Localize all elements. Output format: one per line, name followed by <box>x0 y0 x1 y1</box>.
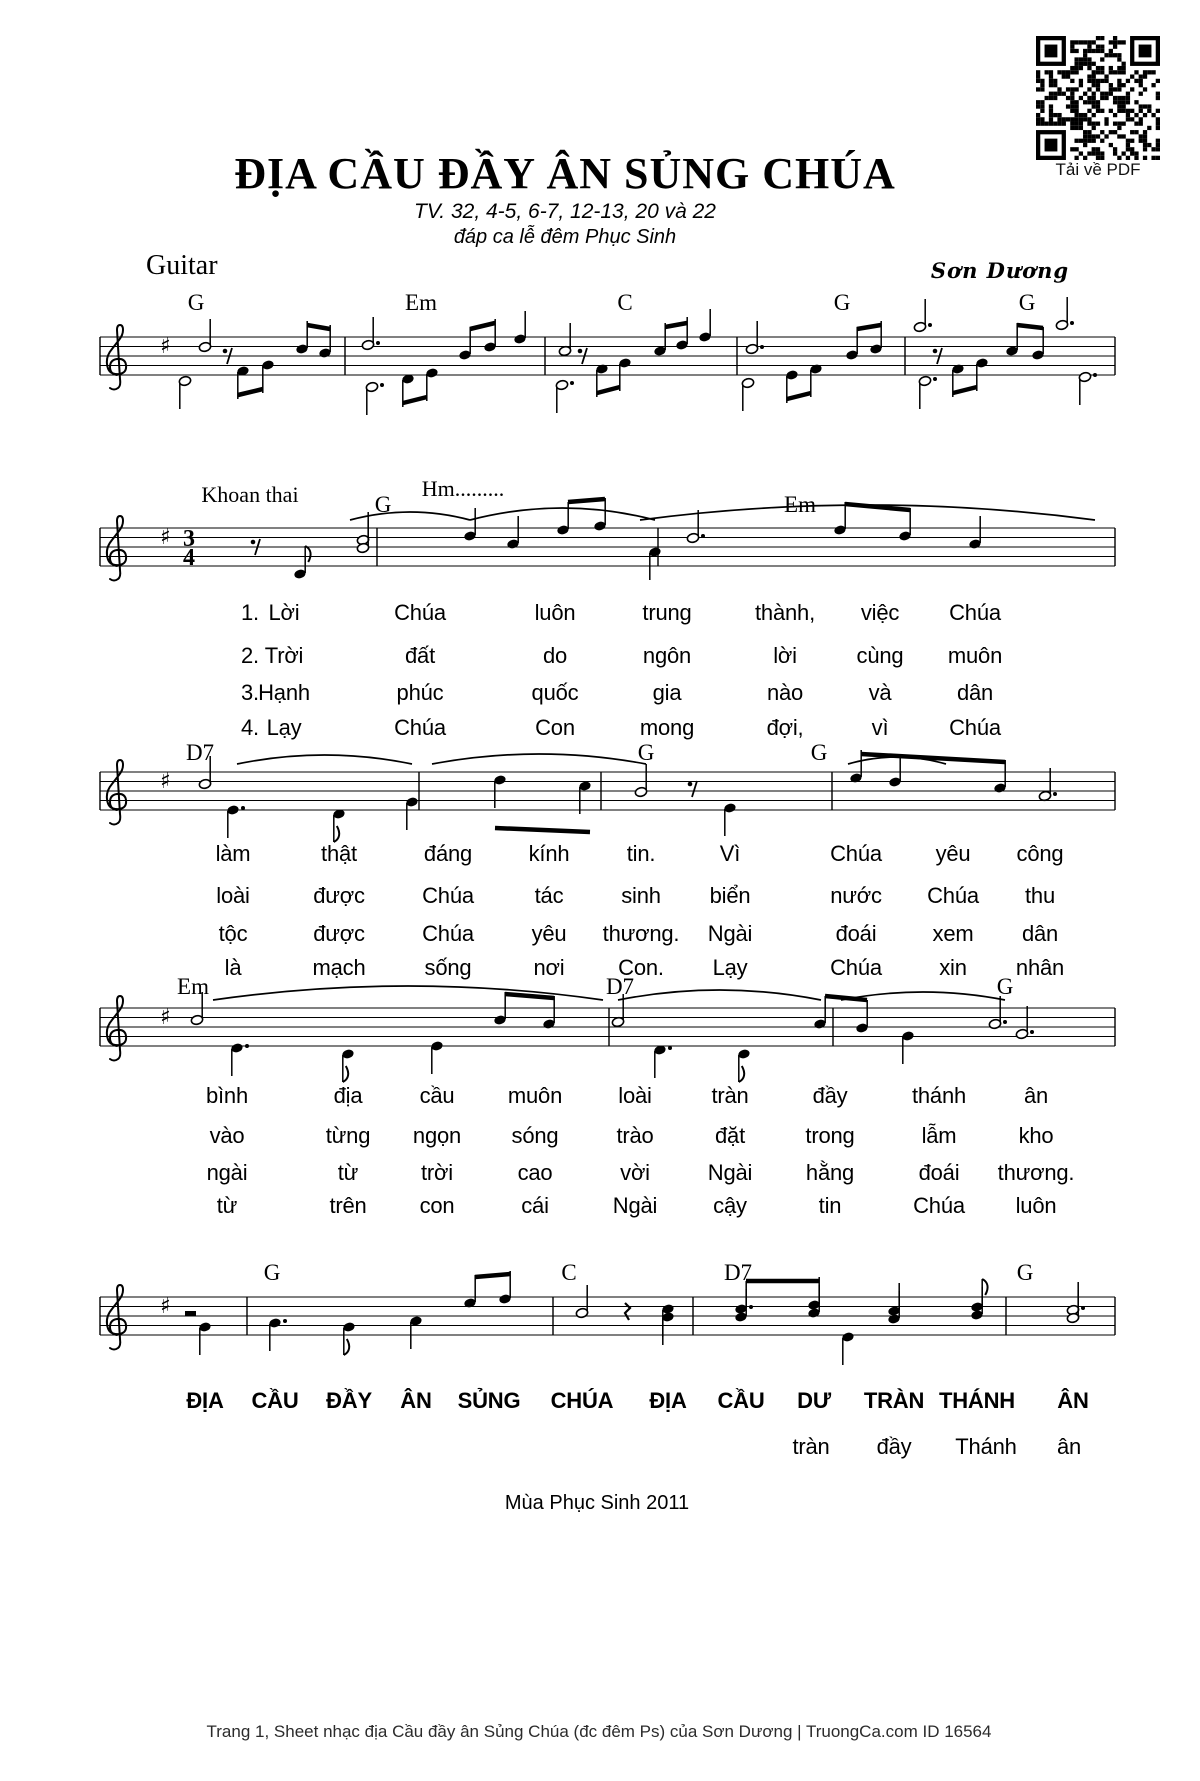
lyric-word: nhân <box>1015 955 1065 980</box>
download-pdf-link[interactable]: Tải về PDF <box>1055 160 1141 179</box>
lyric-word: cầu <box>419 1083 455 1108</box>
lyric-word: Con <box>535 715 575 740</box>
lyric-word: ân <box>1023 1083 1049 1108</box>
chord-label: G <box>263 1260 281 1285</box>
svg-text:♯: ♯ <box>160 1005 171 1030</box>
chord-label: G <box>1016 1260 1034 1285</box>
svg-text:♯: ♯ <box>160 525 171 550</box>
lyric-word: cậy <box>713 1193 747 1218</box>
lyric-word: trung <box>642 600 692 625</box>
lyric-word: việc <box>860 600 900 625</box>
lyric-word: Chúa <box>830 841 882 866</box>
lyric-word: Vì <box>719 841 741 866</box>
lyric-word: tộc <box>218 921 248 946</box>
season-note: Mùa Phục Sinh 2011 <box>504 1492 690 1514</box>
lyric-word: là <box>224 955 242 980</box>
lyric-word: đất <box>405 643 435 668</box>
chord-label: G <box>833 290 851 315</box>
lyric-word: muôn <box>507 1083 563 1108</box>
chord-label: D7 <box>723 1260 753 1285</box>
lyric-word: ân <box>1056 1434 1082 1459</box>
lyric-word: TRÀN <box>863 1388 925 1413</box>
lyric-word: tràn <box>711 1083 749 1108</box>
lyric-word: Ngài <box>707 921 753 946</box>
lyric-word: Chúa <box>927 883 979 908</box>
lyric-word: vời <box>620 1160 650 1185</box>
lyric-word: Chúa <box>394 715 446 740</box>
lyric-word: gia <box>652 680 682 705</box>
lyric-word: 1. <box>241 600 259 625</box>
chord-label: D7 <box>605 974 635 999</box>
lyric-word: xem <box>932 921 974 946</box>
lyric-word: thương. <box>602 921 680 946</box>
lyric-word: ĐỊA <box>649 1388 687 1413</box>
lyric-word: được <box>313 921 365 946</box>
lyric-word: sống <box>424 955 472 980</box>
chord-label: G <box>810 740 828 765</box>
lyric-word: Lời <box>268 600 300 625</box>
lyric-word: đáng <box>423 841 473 866</box>
lyric-word: yêu <box>935 841 971 866</box>
lyric-word: dân <box>1021 921 1059 946</box>
lyric-word: đặt <box>715 1123 745 1148</box>
lyric-word: tác <box>534 883 564 908</box>
svg-text:♯: ♯ <box>160 334 171 359</box>
lyric-word: Con. <box>618 955 664 980</box>
lyric-word: đầy <box>812 1083 848 1108</box>
lyric-word: mong <box>639 715 695 740</box>
chord-label: D7 <box>185 740 215 765</box>
lyric-word: trào <box>616 1123 654 1148</box>
lyric-word: địa <box>333 1083 363 1108</box>
lyric-word: và <box>868 680 892 705</box>
lyric-word: Thánh <box>955 1434 1017 1459</box>
lyric-word: luôn <box>534 600 576 625</box>
lyric-word: DƯ <box>797 1388 831 1413</box>
lyric-word: thương. <box>997 1160 1075 1185</box>
lyric-word: muôn <box>947 643 1003 668</box>
lyric-word: phúc <box>396 680 444 705</box>
lyric-word: mạch <box>312 955 366 980</box>
lyric-word: đầy <box>876 1434 912 1459</box>
lyric-word: đợi, <box>766 715 804 740</box>
lyric-word: yêu <box>531 921 567 946</box>
chord-label: G <box>1018 290 1036 315</box>
lyric-word: 4. <box>241 715 259 740</box>
lyric-word: trong <box>805 1123 855 1148</box>
staff-text-label: Khoan thai <box>201 482 299 507</box>
lyric-word: ÂN <box>1057 1388 1089 1413</box>
lyric-word: Chúa <box>949 600 1001 625</box>
lyric-word: bình <box>205 1083 249 1108</box>
chord-label: G <box>187 290 205 315</box>
lyric-word: Ngài <box>707 1160 753 1185</box>
svg-text:4: 4 <box>183 545 195 571</box>
lyric-word: trời <box>421 1160 453 1185</box>
lyric-word: loài <box>618 1083 652 1108</box>
lyric-word: Trời <box>264 643 304 668</box>
lyric-word: công <box>1016 841 1064 866</box>
lyric-word: trên <box>329 1193 367 1218</box>
lyric-word: vào <box>209 1123 245 1148</box>
lyric-word: Chúa <box>913 1193 965 1218</box>
lyric-word: dân <box>956 680 994 705</box>
lyric-word: Chúa <box>394 600 446 625</box>
lyric-word: Chúa <box>949 715 1001 740</box>
chord-label: G <box>374 492 392 517</box>
lyric-word: được <box>313 883 365 908</box>
psalm-reference: TV. 32, 4-5, 6-7, 12-13, 20 và 22 <box>414 200 716 223</box>
chord-label: G <box>996 974 1014 999</box>
lyric-word: ĐỊA <box>186 1388 224 1413</box>
lyric-word: ĐẦY <box>326 1388 372 1413</box>
svg-text:♯: ♯ <box>160 769 171 794</box>
lyric-word: loài <box>216 883 250 908</box>
lyric-word: THÁNH <box>939 1388 1015 1413</box>
lyric-word: Lạy <box>266 715 302 740</box>
lyric-word: quốc <box>531 680 579 705</box>
lyric-word: luôn <box>1015 1193 1057 1218</box>
lyric-word: con <box>419 1193 455 1218</box>
chord-label: Em <box>784 492 816 517</box>
lyric-word: đoái <box>835 921 877 946</box>
staff-text-label: Hm......... <box>421 476 505 501</box>
lyric-word: thành, <box>755 600 815 625</box>
lyric-word: lẫm <box>921 1123 957 1148</box>
lyric-word: cao <box>517 1160 553 1185</box>
lyric-word: ÂN <box>400 1388 432 1413</box>
lyric-word: Chúa <box>422 921 474 946</box>
lyric-word: từ <box>216 1193 238 1218</box>
chord-label: Em <box>405 290 437 315</box>
lyric-word: xin <box>939 955 967 980</box>
lyric-word: ngài <box>206 1160 248 1185</box>
lyric-word: đoái <box>918 1160 960 1185</box>
lyric-word: sóng <box>511 1123 559 1148</box>
svg-text:3: 3 <box>183 526 195 552</box>
chord-label: G <box>637 740 655 765</box>
svg-text:♯: ♯ <box>160 1294 171 1319</box>
lyric-word: làm <box>215 841 251 866</box>
lyric-word: thánh <box>911 1083 967 1108</box>
lyric-word: tràn <box>792 1434 830 1459</box>
lyric-word: từng <box>325 1123 371 1148</box>
instrument-label: Guitar <box>146 250 218 281</box>
lyric-word: CHÚA <box>550 1388 614 1413</box>
qr-code[interactable] <box>1036 36 1160 160</box>
lyric-word: ngọn <box>412 1123 462 1148</box>
liturgical-note: đáp ca lễ đêm Phục Sinh <box>453 226 677 248</box>
song-title: ĐỊA CẦU ĐẦY ÂN SỦNG CHÚA <box>234 149 896 198</box>
page-footer: Trang 1, Sheet nhạc địa Cầu đầy ân Sủng Chúa (đc đêm Ps) của Sơn Dương | TruongCa.com ID 16564 <box>206 1722 992 1741</box>
lyric-word: SỦNG <box>457 1388 521 1413</box>
chord-label: C <box>617 290 633 315</box>
lyric-word: Lạy <box>712 955 748 980</box>
lyric-word: nơi <box>533 955 565 980</box>
lyric-word: Hạnh <box>258 680 310 705</box>
lyric-word: hằng <box>805 1160 855 1185</box>
lyric-word: nước <box>830 883 882 908</box>
lyric-word: từ <box>337 1160 359 1185</box>
chord-label: C <box>561 1260 577 1285</box>
lyric-word: 3. <box>241 680 259 705</box>
lyric-word: CẦU <box>251 1388 299 1413</box>
lyric-word: tin. <box>626 841 656 866</box>
lyric-word: cái <box>521 1193 549 1218</box>
lyric-word: kính <box>528 841 570 866</box>
chord-label: Em <box>177 974 209 999</box>
lyric-word: do <box>542 643 568 668</box>
lyric-word: thật <box>321 841 357 866</box>
lyric-word: Chúa <box>422 883 474 908</box>
lyric-word: thu <box>1025 883 1055 908</box>
lyric-word: tin <box>818 1193 842 1218</box>
lyric-word: sinh <box>621 883 661 908</box>
lyric-word: nào <box>766 680 804 705</box>
lyric-word: ngôn <box>642 643 692 668</box>
lyric-word: 2. <box>241 643 259 668</box>
lyric-word: biển <box>709 883 751 908</box>
lyric-word: CẦU <box>717 1388 765 1413</box>
lyric-word: vì <box>871 715 889 740</box>
lyric-word: cùng <box>856 643 904 668</box>
lyric-word: Chúa <box>830 955 882 980</box>
lyric-word: Ngài <box>612 1193 658 1218</box>
lyric-word: kho <box>1018 1123 1054 1148</box>
lyric-word: lời <box>773 643 797 668</box>
composer-signature: Sơn Dương <box>930 258 1070 283</box>
